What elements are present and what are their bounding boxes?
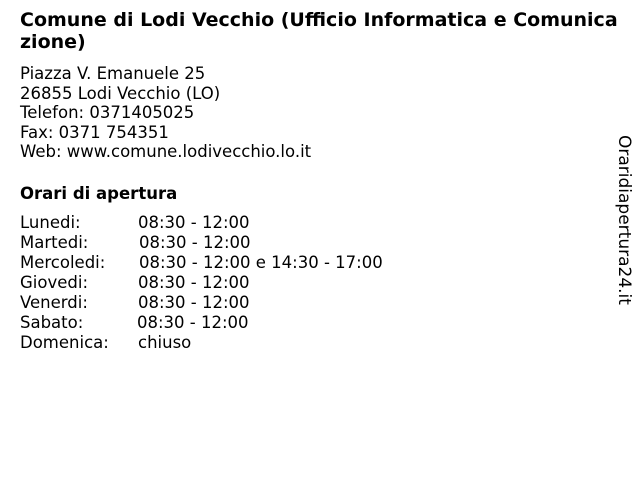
day-label: Giovedi: bbox=[20, 273, 88, 292]
time-value: chiuso bbox=[138, 333, 192, 352]
time-value: 08:30 - 12:00 bbox=[137, 313, 249, 332]
fax-number: Fax: 0371 754351 bbox=[20, 122, 169, 142]
day-label: Lunedi: bbox=[20, 213, 81, 232]
day-label: Sabato: bbox=[20, 313, 84, 332]
time-value: 08:30 - 12:00 bbox=[139, 233, 251, 252]
address-city: 26855 Lodi Vecchio (LO) bbox=[20, 83, 221, 103]
day-label: Martedi: bbox=[20, 233, 89, 252]
hours-heading: Orari di apertura bbox=[20, 184, 178, 203]
address-block bbox=[20, 64, 311, 162]
site-watermark: Oraridiapertura24.it bbox=[614, 135, 634, 305]
time-value: 08:30 - 12:00 e 14:30 - 17:00 bbox=[139, 253, 383, 272]
time-value: 08:30 - 12:00 bbox=[138, 213, 250, 232]
phone-number: Telefon: 0371405025 bbox=[20, 103, 195, 122]
day-label: Mercoledi: bbox=[20, 253, 106, 272]
day-label: Domenica: bbox=[20, 333, 109, 352]
time-value: 08:30 - 12:00 bbox=[138, 273, 250, 292]
day-label: Venerdi: bbox=[20, 293, 88, 312]
website: Web: www.comune.lodivecchio.lo.it bbox=[20, 142, 312, 161]
page-title: Comune di Lodi Vecchio (Ufficio Informatica e Comunicazione) bbox=[20, 9, 618, 53]
address-street: Piazza V. Emanuele 25 bbox=[20, 64, 206, 83]
time-value: 08:30 - 12:00 bbox=[138, 293, 250, 312]
